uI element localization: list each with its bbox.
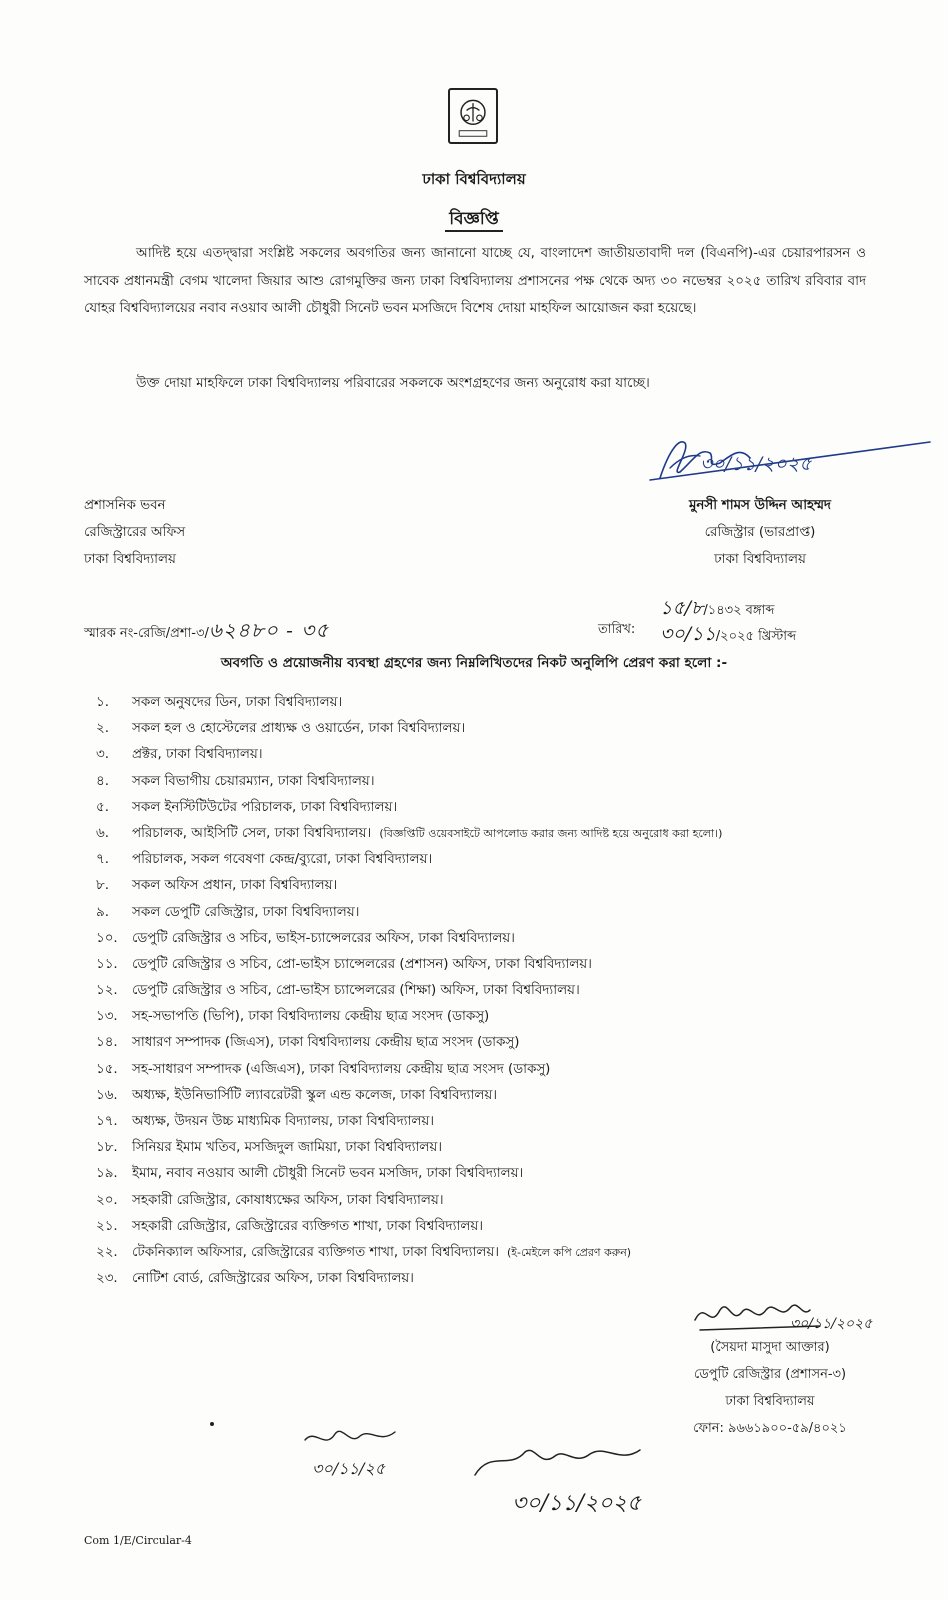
deputy-designation: ডেপুটি রেজিস্ট্রার (প্রশাসন-৩) [693, 1367, 847, 1382]
date-bangla-handwritten: ১৫/৮ [660, 597, 704, 619]
date-greg-suffix: /২০২৫ খ্রিস্টাব্দ [715, 629, 797, 644]
list-item-number: ১. [96, 695, 109, 710]
list-item [96, 900, 896, 926]
list-item-number: ২২. [96, 1244, 118, 1260]
list-item [96, 769, 896, 795]
deputy-phone: ফোন: ৯৬৬১৯০০-৫৯/৪০২১ [693, 1421, 847, 1436]
list-item [96, 1083, 896, 1109]
university-seal-icon [448, 88, 498, 144]
list-item [96, 978, 896, 1004]
memo-label: স্মারক নং-রেজি/প্রশা-৩/ [84, 626, 209, 641]
list-item-text: সিনিয়র ইমাম খতিব, মসজিদুল জামিয়া, ঢাকা বিশ্ববিদ্যালয়। [132, 1140, 443, 1156]
list-item-number: ৮. [96, 878, 109, 894]
list-item-number: ২১. [96, 1218, 118, 1234]
list-item-text: সহ-সাধারণ সম্পাদক (এজিএস), ঢাকা বিশ্ববিদ্যালয় কেন্দ্রীয় ছাত্র সংসদ (ডাকসু) [132, 1061, 551, 1077]
list-item-text: অধ্যক্ষ, উদয়ন উচ্চ মাধ্যমিক বিদ্যালয়, ঢাকা বিশ্ববিদ্যালয়। [132, 1114, 435, 1129]
list-item-number: ৪. [96, 773, 109, 789]
footer-code: Com 1/E/Circular-4 [84, 1534, 192, 1547]
list-item [96, 1214, 896, 1240]
list-item-number: ২০. [96, 1192, 118, 1208]
list-item-text: সহকারী রেজিস্ট্রার, কোষাধ্যক্ষের অফিস, ঢাকা বিশ্ববিদ্যালয়। [132, 1192, 444, 1208]
date-gregorian [660, 620, 796, 652]
list-item [96, 690, 896, 716]
list-item [96, 821, 896, 847]
initials-date: ৩০/১১/২৫ [312, 1459, 386, 1478]
list-item-text: টেকনিক্যাল অফিসার, রেজিস্ট্রারের ব্যক্তিগত শাখা, ঢাকা বিশ্ববিদ্যালয়। [132, 1244, 500, 1260]
initials-mark [300, 1420, 410, 1460]
list-item-text: ডেপুটি রেজিস্ট্রার ও সচিব, প্রো-ভাইস চ্যান্সেলরের (শিক্ষা) অফিস, ঢাকা বিশ্ববিদ্যালয়। [132, 983, 580, 999]
ink-dot [210, 1422, 214, 1426]
list-item-text: সকল অফিস প্রধান, ঢাকা বিশ্ববিদ্যালয়। [132, 878, 338, 894]
list-item-number: ১০. [96, 930, 118, 946]
office-address-line3: ঢাকা বিশ্ববিদ্যালয় [84, 552, 176, 567]
list-item-number: ১৫. [96, 1061, 118, 1077]
date-label: তারিখ: [598, 622, 636, 637]
list-item-text: ডেপুটি রেজিস্ট্রার ও সচিব, প্রো-ভাইস চ্যান্সেলরের (প্রশাসন) অফিস, ঢাকা বিশ্ববিদ্যালয়। [132, 956, 592, 972]
registrar-name: মুনসী শামস উদ্দিন আহম্মদ [689, 498, 831, 513]
list-item-number: ১৭. [96, 1114, 118, 1129]
list-item [96, 1135, 896, 1161]
notice-title-text: বিজ্ঞপ্তি [445, 209, 502, 232]
office-address [84, 492, 185, 573]
memo-number [84, 616, 329, 649]
deputy-block [650, 1334, 890, 1442]
list-item-number: ১১. [96, 956, 118, 972]
list-item [96, 1161, 896, 1187]
list-item-number: ২৩. [96, 1271, 118, 1287]
bottom-date: ৩০/১১/২০২৫ [512, 1491, 642, 1516]
registrar-block [640, 492, 880, 573]
seal-graphic [450, 90, 496, 142]
list-item-number: ৬. [96, 825, 109, 841]
list-item [96, 1057, 896, 1083]
list-item [96, 952, 896, 978]
list-item [96, 926, 896, 952]
list-item-text: নোটিশ বোর্ড, রেজিস্ট্রারের অফিস, ঢাকা বিশ্ববিদ্যালয়। [132, 1271, 414, 1287]
date-greg-handwritten: ৩০/১১ [660, 623, 716, 645]
list-item-number: ১৪. [96, 1035, 118, 1051]
list-item [96, 1030, 896, 1056]
list-item [96, 1188, 896, 1214]
list-item-text: পরিচালক, সকল গবেষণা কেন্দ্র/ব্যুরো, ঢাকা বিশ্ববিদ্যালয়। [132, 852, 433, 868]
list-item-number: ৩. [96, 747, 109, 763]
memo-handwritten-number: ৬২৪৮০ - ৩৫ [208, 618, 330, 642]
list-item-number: ৭. [96, 852, 109, 868]
list-item [96, 716, 896, 742]
list-item-number: ১৮. [96, 1140, 118, 1156]
list-item-text: সকল হল ও হোস্টেলের প্রাধ্যক্ষ ও ওয়ার্ডেন, ঢাকা বিশ্ববিদ্যালয়। [132, 721, 466, 737]
list-item-text: সকল ডেপুটি রেজিস্ট্রার, ঢাকা বিশ্ববিদ্যালয়। [132, 904, 360, 920]
date-bangla-suffix: /১৪৩২ বঙ্গাব্দ [703, 603, 775, 618]
list-item-number: ৯. [96, 904, 109, 920]
registrar-designation: রেজিস্ট্রার (ভারপ্রাপ্ত) [704, 525, 816, 540]
list-item [96, 1266, 896, 1292]
list-item-text: সহ-সভাপতি (ভিপি), ঢাকা বিশ্ববিদ্যালয় কেন্দ্রীয় ছাত্র সংসদ (ডাকসু) [132, 1009, 490, 1025]
list-item-text: পরিচালক, আইসিটি সেল, ঢাকা বিশ্ববিদ্যালয়। [132, 825, 372, 841]
distribution-heading: অবগতি ও প্রয়োজনীয় ব্যবস্থা গ্রহণের জন্য নিম্নলিখিতদের নিকট অনুলিপি প্রেরণ করা হলো :- [220, 655, 728, 671]
list-item-text: সকল ইনস্টিটিউটের পরিচালক, ঢাকা বিশ্ববিদ্যালয়। [132, 799, 398, 815]
body-paragraph-2: উক্ত দোয়া মাহফিলে ঢাকা বিশ্ববিদ্যালয় পরিবারের সকলকে অংশগ্রহণের জন্য অনুরোধ করা যাচ্ছে। [136, 376, 650, 391]
deputy-signature-date: ৩০/১১/২০২৫ [790, 1316, 873, 1332]
list-item [96, 1240, 896, 1266]
list-item [96, 742, 896, 768]
list-item-number: ১৩. [96, 1009, 118, 1025]
list-item-number: ৫. [96, 799, 109, 815]
bottom-signature [470, 1440, 670, 1490]
list-item-number: ১৬. [96, 1087, 118, 1103]
list-item [96, 795, 896, 821]
deputy-name: (সৈয়দা মাসুদা আক্তার) [710, 1340, 830, 1355]
list-item-text: সহকারী রেজিস্ট্রার, রেজিস্ট্রারের ব্যক্তিগত শাখা, ঢাকা বিশ্ববিদ্যালয়। [132, 1218, 484, 1234]
list-item-text: সকল বিভাগীয় চেয়ারম্যান, ঢাকা বিশ্ববিদ্যালয়। [132, 773, 375, 789]
deputy-institution: ঢাকা বিশ্ববিদ্যালয় [725, 1394, 815, 1409]
notice-title [0, 206, 948, 234]
list-item [96, 1109, 896, 1135]
list-item-number: ১৯. [96, 1166, 118, 1182]
list-item-text: ইমাম, নবাব নওয়াব আলী চৌধুরী সিনেট ভবন মসজিদ, ঢাকা বিশ্ববিদ্যালয়। [132, 1166, 524, 1182]
list-item-note: (বিজ্ঞপ্তিটি ওয়েবসাইটে আপলোড করার জন্য আদিষ্ট হয়ে অনুরোধ করা হলো।) [379, 826, 723, 840]
list-item-text: সাধারণ সম্পাদক (জিএস), ঢাকা বিশ্ববিদ্যালয় কেন্দ্রীয় ছাত্র সংসদ (ডাকসু) [132, 1035, 520, 1051]
office-address-line2: রেজিস্ট্রারের অফিস [84, 525, 186, 540]
list-item-text: ডেপুটি রেজিস্ট্রার ও সচিব, ভাইস-চ্যান্সেলরের অফিস, ঢাকা বিশ্ববিদ্যালয়। [132, 930, 515, 946]
body-paragraph-1: আদিষ্ট হয়ে এতদ্দ্বারা সংশ্লিষ্ট সকলের অবগতির জন্য জানানো যাচ্ছে যে, বাংলাদেশ জাতীয়তাবাদী দল (বিএনপি)-এর চেয়ারপারসন ও সাবেক প্রধানমন্ত্রী বেগম খালেদা জিয়ার আশু রোগমুক্তির জন্য ঢাকা বিশ্ববিদ্যালয় প্রশাসনের পক্ষ থেকে অদ্য ৩০ নভেম্বর ২০২৫ তারিখ রবিবার বাদ যোহর বিশ্ববিদ্যালয়ের নবাব নওয়াব আলী চৌধুরী সিনেট ভবন মসজিদে বিশেষ দোয়া মাহফিল আয়োজন করা হয়েছে। [84, 246, 866, 316]
university-name: ঢাকা বিশ্ববিদ্যালয় [422, 170, 526, 188]
list-item-text: অধ্যক্ষ, ইউনিভার্সিটি ল্যাবরেটরী স্কুল এন্ড কলেজ, ঢাকা বিশ্ববিদ্যালয়। [132, 1087, 498, 1103]
office-address-line1: প্রশাসনিক ভবন [84, 498, 166, 513]
list-item-note: (ই-মেইলে কপি প্রেরণ করুন) [507, 1245, 632, 1259]
list-item [96, 873, 896, 899]
list-item-text: সকল অনুষদের ডিন, ঢাকা বিশ্ববিদ্যালয়। [132, 695, 343, 710]
list-item-number: ১২. [96, 983, 118, 999]
registrar-signature-date: ৩০/১১/২০২৫ [700, 453, 812, 475]
list-item-text: প্রক্টর, ঢাকা বিশ্ববিদ্যালয়। [132, 747, 263, 763]
list-item [96, 1004, 896, 1030]
list-item [96, 847, 896, 873]
list-item-number: ২. [96, 721, 109, 737]
registrar-institution: ঢাকা বিশ্ববিদ্যালয় [714, 552, 806, 567]
distribution-list [96, 690, 896, 1292]
